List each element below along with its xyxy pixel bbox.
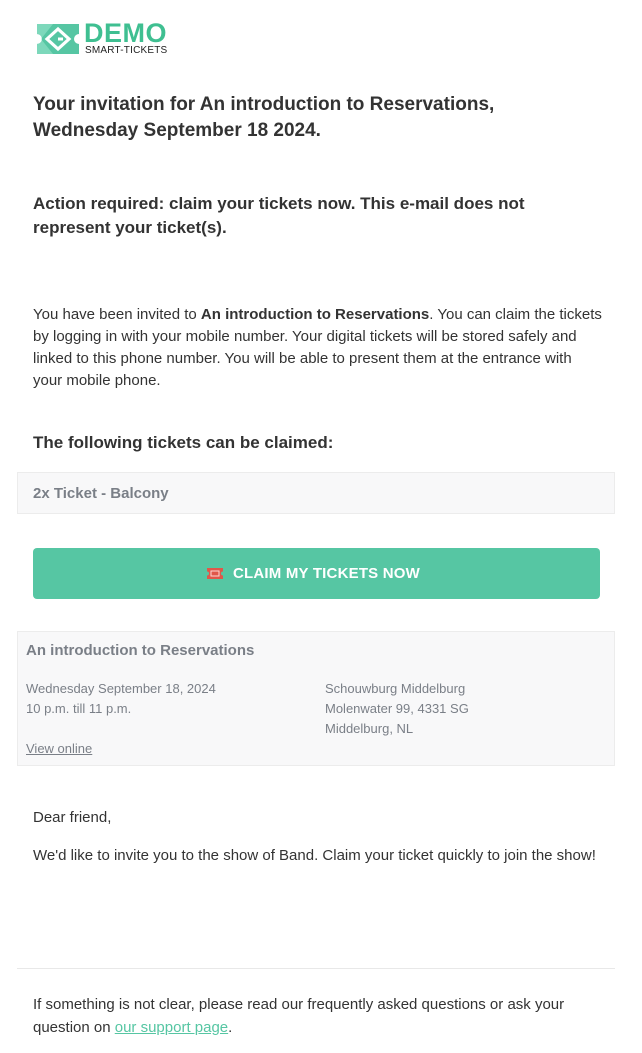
- intro-suffix: . You can claim the tickets by logging in with your mobile number. Your digital tickets will be stored safely and linked to this phone number. You will be able to present them at the entrance with your mobile phone.: [33, 306, 602, 389]
- invitation-line-1: Your invitation for An introduction to Reservations,: [33, 94, 495, 115]
- intro-event-name: An introduction to Reservations: [200, 306, 430, 323]
- claim-tickets-button[interactable]: [33, 548, 600, 599]
- event-venue: Schouwburg Middelburg: [325, 681, 466, 696]
- view-online-link[interactable]: View online: [26, 741, 93, 756]
- intro-paragraph: [33, 304, 603, 392]
- footer-divider: [17, 968, 615, 969]
- event-time: 10 p.m. till 11 p.m.: [26, 701, 132, 716]
- support-page-link[interactable]: our support page: [114, 1019, 229, 1036]
- footer-end: .: [228, 1019, 233, 1036]
- event-city: Middelburg, NL: [325, 721, 414, 736]
- ticket-item: 2x Ticket - Balcony: [33, 485, 169, 502]
- action-notice: Action required: claim your tickets now. This e-mail does not represent your ticket(s).: [33, 194, 525, 237]
- greeting: Dear friend,: [33, 809, 112, 826]
- brand-name: DEMO: [84, 18, 167, 48]
- footer-prefix: If something is not clear, please read our frequently asked questions or ask your question on: [33, 996, 565, 1036]
- ticket-g-logo-icon: [35, 22, 81, 56]
- brand-subtitle: SMART-TICKETS: [85, 45, 168, 56]
- intro-prefix: You have been invited to: [33, 306, 201, 323]
- brand-logo: [35, 20, 195, 56]
- event-title: An introduction to Reservations: [26, 642, 255, 659]
- ticket-list: [17, 472, 615, 514]
- invitation-line-2: Wednesday September 18 2024.: [33, 120, 321, 141]
- message-body: We'd like to invite you to the show of Band. Claim your ticket quickly to join the show!: [33, 847, 596, 864]
- footer-text: [33, 993, 608, 1039]
- claim-tickets-label: CLAIM MY TICKETS NOW: [232, 565, 421, 582]
- event-date: Wednesday September 18, 2024: [26, 681, 216, 696]
- ticket-icon: [207, 568, 223, 579]
- event-details: [17, 631, 615, 766]
- claimable-tickets-heading: The following tickets can be claimed:: [33, 433, 334, 452]
- event-address: Molenwater 99, 4331 SG: [325, 701, 469, 716]
- page-title: [33, 92, 593, 144]
